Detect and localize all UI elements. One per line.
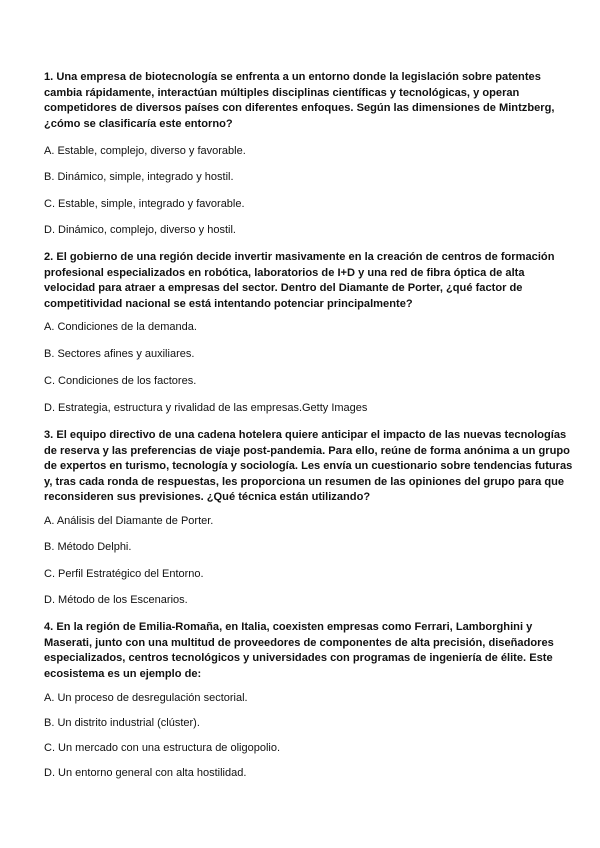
question-4-option-d: D. Un entorno general con alta hostilidad. [44, 767, 247, 779]
question-3-option-c: C. Perfil Estratégico del Entorno. [44, 568, 204, 580]
question-4-option-c: C. Un mercado con una estructura de oligopolio. [44, 742, 281, 754]
question-1-option-c: C. Estable, simple, integrado y favorable. [44, 198, 245, 210]
question-4-option-b: B. Un distrito industrial (clúster). [44, 717, 200, 729]
question-4-text: 4. En la región de Emilia-Romaña, en Italia, coexisten empresas como Ferrari, Lamborghini y Maserati, junto con una multitud de proveedores de componentes de alta precisión, diseñadores especializados, centros tecnológicos y universidades con programas de ingeniería de élite. Este ecosistema es un ejemplo de: [44, 621, 554, 680]
question-1-text: 1. Una empresa de biotecnología se enfrenta a un entorno donde la legislación sobre patentes cambia rápidamente, interactúan múltiples disciplinas científicas y tecnológicas, y operan competidores de diversos países con diferentes enfoques. Según las dimensiones de Mintzberg, ¿cómo se clasificaría este entorno? [44, 71, 555, 130]
question-3-text: 3. El equipo directivo de una cadena hotelera quiere anticipar el impacto de las nuevas tecnologías de reserva y las preferencias de viaje post-pandemia. Para ello, reúne de forma anónima a un grupo de expertos en turismo, tecnología y sociología. Les envía un cuestionario sobre tendencias futuras y, tras cada ronda de respuestas, les proporciona un resumen de las opiniones del grupo para que reconsideren sus previsiones. ¿Qué técnica están utilizando? [44, 429, 573, 504]
question-1-option-b: B. Dinámico, simple, integrado y hostil. [44, 171, 234, 183]
question-2-option-d: D. Estrategia, estructura y rivalidad de las empresas.Getty Images [44, 402, 368, 414]
question-3-option-a: A. Análisis del Diamante de Porter. [44, 515, 214, 527]
question-1-option-d: D. Dinámico, complejo, diverso y hostil. [44, 224, 236, 236]
question-2-text: 2. El gobierno de una región decide invertir masivamente en la creación de centros de formación profesional especializados en robótica, laboratorios de I+D y una red de fibra óptica de alta velocidad para atraer a empresas del sector. Dentro del Diamante de Porter, ¿qué factor de competitividad nacional se está intentando potenciar principalmente? [44, 251, 555, 310]
question-2-option-b: B. Sectores afines y auxiliares. [44, 348, 195, 360]
question-3-option-b: B. Método Delphi. [44, 541, 132, 553]
question-2-option-a: A. Condiciones de la demanda. [44, 321, 197, 333]
question-3-option-d: D. Método de los Escenarios. [44, 594, 188, 606]
question-4-option-a: A. Un proceso de desregulación sectorial. [44, 692, 248, 704]
question-1-option-a: A. Estable, complejo, diverso y favorable. [44, 145, 246, 157]
question-2-option-c: C. Condiciones de los factores. [44, 375, 197, 387]
